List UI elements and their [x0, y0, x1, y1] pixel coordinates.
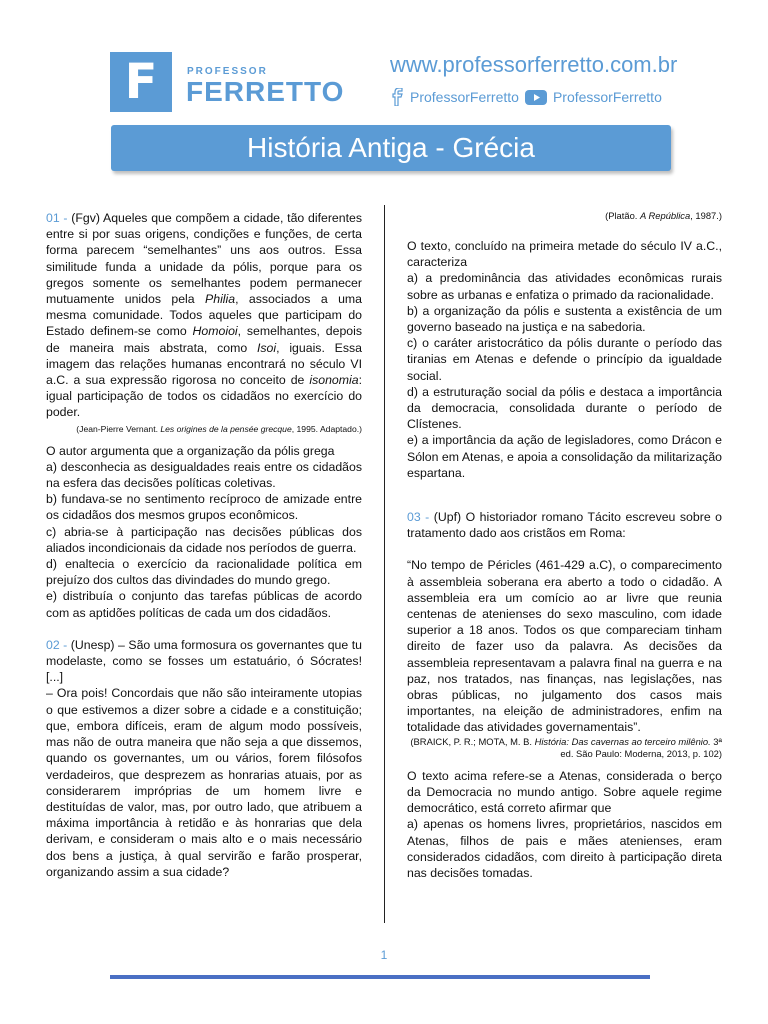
question-1-option-c[interactable]: c) abria-se à participação nas decisões públicas dos aliados incondicionais da cidade nos períodos de guerra.: [46, 524, 362, 555]
page-number: 1: [380, 948, 388, 962]
question-3-stem: O texto acima refere-se a Atenas, considerada o berço da Democracia no mundo antigo. Sobre aquele regime democrático, está correto afirmar que: [407, 768, 722, 816]
citation-work: História: Das cavernas ao terceiro milênio.: [534, 735, 711, 747]
logo-ferretto-text: FERRETTO: [186, 76, 345, 107]
question-1-text: [46, 210, 362, 421]
footer-divider: [110, 975, 650, 979]
citation-author: (Jean-Pierre Vernant.: [76, 423, 161, 434]
citation-work: A República: [640, 210, 691, 221]
question-1-option-d[interactable]: d) enaltecia o exercício da racionalidade política em prejuízo dos cultos das divindades do mundo grego.: [46, 557, 362, 588]
question-1-option-e[interactable]: e) distribuía o conjunto das tarefas públicas de acordo com as aptidões políticas de cada um dos cidadãos.: [46, 589, 362, 620]
question-1-option-a[interactable]: a) desconhecia as desigualdades reais entre os cidadãos na esfera das decisões políticas coletivas.: [46, 459, 362, 491]
question-3-number: 03 -: [407, 510, 434, 525]
question-2-option-b[interactable]: b) a organização da pólis e sustenta a existência de um governo baseado na justiça e na sabedoria.: [407, 303, 722, 335]
q3-text-part: (Upf) O historiador romano Tácito escreveu sobre o tratamento dado aos cristãos em Roma:: [407, 510, 722, 541]
question-1-number: 01 -: [46, 211, 72, 225]
question-2-option-c[interactable]: c) o caráter aristocrático da pólis durante o período das tiranias em Atenas e defende o princípio da igualdade social.: [407, 336, 722, 383]
site-url-link[interactable]: www.professorferretto.com.br: [390, 52, 678, 77]
question-1-citation: [46, 423, 362, 435]
question-2-text-continued: – Ora pois! Concordais que não são inteiramente utopias o que estivemos a dizer sobre a cidade e a constituição; que, embora difíceis, eram de algum modo possíveis, mas não de outra maneira que não seja a que dissemos, quando os governantes, um ou vários, forem filósofos verdadeiros, que desprezem as honrarias atuais, por as considerarem impróprias de um homem livre e destituídas de valor, mas, por outro lado, que atribuem a máxima importância à retidão e às honrarias que dela derivam, e consideram o mais alto e o mais necessário dos bens a justiça, à qual servirão e farão prosperar, organizando assim a sua cidade?: [46, 686, 362, 879]
youtube-link[interactable]: ProfessorFerretto: [552, 89, 662, 105]
question-2-citation: [407, 210, 722, 222]
question-3-text: [407, 509, 722, 541]
left-column: [46, 210, 362, 880]
q1-term-isoi: Isoi: [256, 340, 277, 355]
q2-text-part: (Unesp) – São uma formosura os governantes que tu modelaste, como se fosses um estatuário, ó Sócrates! [...]: [46, 637, 362, 685]
social-links: [390, 88, 662, 106]
right-column: [407, 210, 722, 881]
q1-term-homoioi: Homoioi: [192, 324, 238, 339]
question-1-stem: O autor argumenta que a organização da pólis grega: [46, 443, 335, 458]
facebook-icon: [390, 88, 404, 106]
logo-professor-text: PROFESSOR: [187, 66, 268, 77]
q1-text-part: (Fgv) Aqueles que compõem a cidade, tão diferentes entre si por suas origens, condições e funções, de certa forma parecem “semelhantes” uns aos outros. Essa similitude funda a unidade da pólis, porque para os gregos somente os semelhantes podem permanecer mutuamente unidos pela: [46, 211, 362, 307]
question-2-option-e[interactable]: e) a importância da ação de legisladores, como Drácon e Sólon em Atenas, e apoia a consolidação da militarização espartana.: [407, 433, 722, 480]
q1-text-part: , semelhantes, depois de maneira mais abstrata, como: [46, 324, 362, 355]
page-header: [0, 0, 768, 120]
facebook-link[interactable]: ProfessorFerretto: [410, 89, 519, 105]
q1-text-part: : igual participação de todos os cidadãos no exercício do poder.: [46, 373, 362, 420]
q1-text-part: , iguais. Essa imagem das relações humanas encontrará no século VI a.C. a sua expressão rigorosa no conceito de: [46, 340, 362, 388]
column-divider: [384, 205, 385, 923]
question-1-option-b[interactable]: b) fundava-se no sentimento recíproco de amizade entre os cidadãos dos mesmos grupos econômicos.: [46, 492, 362, 523]
ferretto-logo-icon: F: [110, 52, 172, 112]
q1-text-part: , associados a uma mesma comunidade. Todos aqueles que participam do Estado definem-se como: [46, 292, 362, 339]
citation-author: (Platão.: [605, 210, 640, 221]
page-title: História Antiga - Grécia: [111, 125, 671, 171]
question-3-quote: “No tempo de Péricles (461-429 a.C), o comparecimento à assembleia soberana era aberto a todo o cidadão. A assembleia era um comício ao ar livre que reunia centenas de atenienses do sexo masculino, com idade superior a 18 anos. Todos os que compareciam tinham direito de fazer uso da palavra. As decisões da assembleia representavam a palavra final na guerra e na paz, nos tratados, nas finanças, nas legislações, nas obras públicas, no julgamento dos casos mais importantes, na eleição de administradores, enfim na totalidade das atividades governamentais”.: [407, 558, 722, 735]
question-2-stem: O texto, concluído na primeira metade do século IV a.C., caracteriza: [407, 239, 722, 270]
question-2-number: 02 -: [46, 637, 71, 652]
question-2-text: [46, 637, 362, 686]
youtube-icon: [525, 90, 547, 105]
citation-work: Les origines de la pensée grecque: [160, 423, 292, 434]
citation-rest: 3ª ed. São Paulo: Moderna, 2013, p. 102): [560, 735, 722, 759]
citation-author: (BRAICK, P. R.; MOTA, M. B.: [410, 735, 535, 747]
citation-rest: , 1995. Adaptado.): [291, 423, 362, 434]
q1-term-isonomia: isonomia: [309, 373, 359, 388]
question-2-option-d[interactable]: d) a estruturação social da pólis e destaca a importância da democracia, consolidada durante o período de Clístenes.: [407, 384, 722, 432]
question-2-option-a[interactable]: a) a predominância das atividades econômicas rurais sobre as urbanas e enfatiza o primado da racionalidade.: [407, 271, 722, 302]
q1-term-philia: Philia: [205, 292, 236, 307]
question-3-option-a[interactable]: a) apenas os homens livres, proprietários, nascidos em Atenas, filhos de pais e mães atenienses, eram considerados cidadãos, com direito à participação direta nas decisões tomadas.: [407, 817, 722, 880]
citation-rest: , 1987.): [690, 210, 722, 221]
question-3-citation: [407, 736, 722, 760]
